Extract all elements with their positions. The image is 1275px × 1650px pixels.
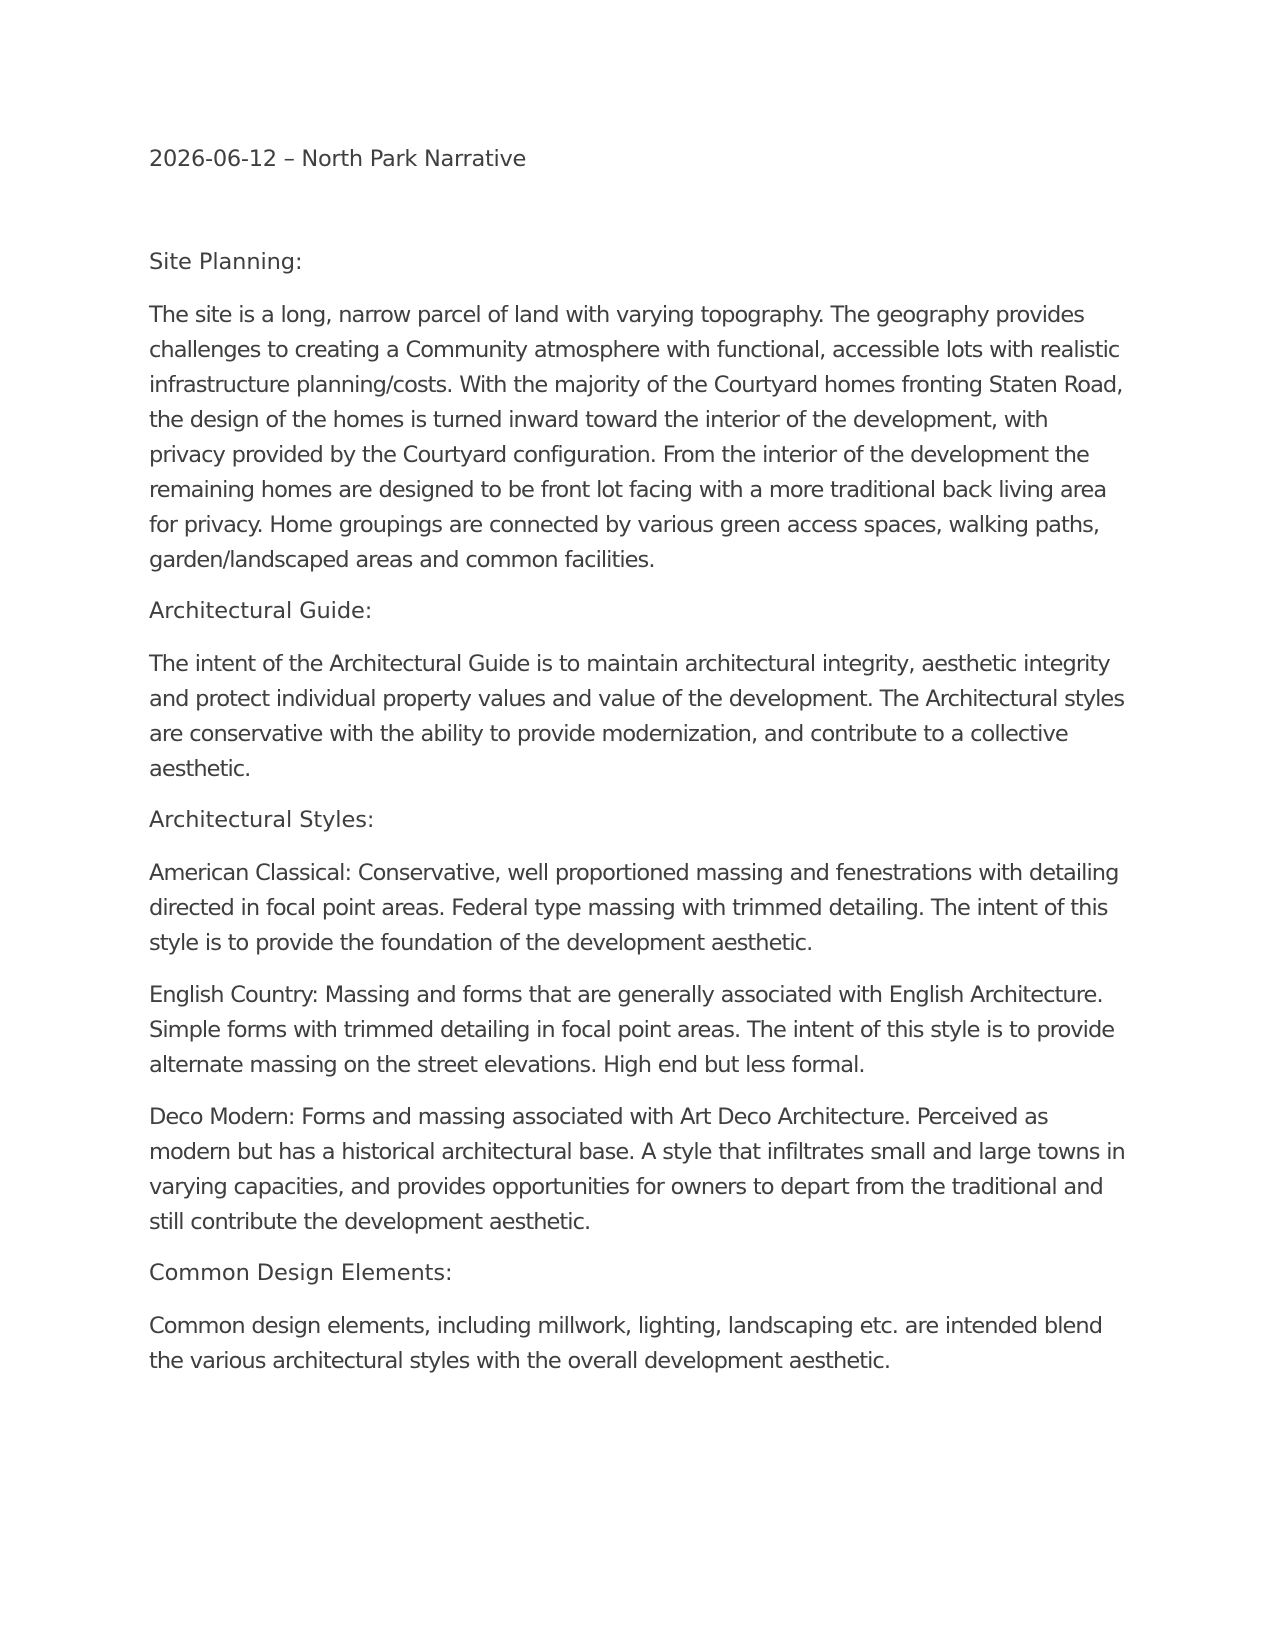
section-architectural-styles	[149, 804, 1129, 1240]
body-paragraph: Common design elements, including millwork, lighting, landscaping etc. are intended blend the various architectural styles with the overall development aesthetic.	[149, 1313, 1103, 1374]
body-paragraph: The site is a long, narrow parcel of land with varying topography. The geography provides challenges to creating a Community atmosphere with functional, accessible lots with realistic infrastructure planning/costs. With the majority of the Courtyard homes fronting Staten Road, the design of the homes is turned inward toward the interior of the development, with privacy provided by the Courtyard configuration. From the interior of the development the remaining homes are designed to be front lot facing with a more traditional back living area for privacy. Home groupings are connected by various green access spaces, walking paths, garden/landscaped areas and common facilities.	[149, 302, 1123, 573]
body-paragraph: The intent of the Architectural Guide is to maintain architectural integrity, aesthetic integrity and protect individual property values and value of the development. The Architectural styles are conservative with the ability to provide modernization, and contribute to a collective aesthetic.	[149, 651, 1125, 782]
section-heading: Site Planning:	[149, 249, 303, 275]
style-paragraph-american-classical: American Classical: Conservative, well proportioned massing and fenestrations with detailing directed in focal point areas. Federal type massing with trimmed detailing. The intent of this style is to provide the foundation of the development aesthetic.	[149, 860, 1119, 956]
document-title: 2026-06-12 – North Park Narrative	[149, 146, 527, 172]
style-paragraph-deco-modern: Deco Modern: Forms and massing associated with Art Deco Architecture. Perceived as modern but has a historical architectural base. A style that infiltrates small and large towns in varying capacities, and provides opportunities for owners to depart from the traditional and still contribute the development aesthetic.	[149, 1104, 1125, 1235]
document-page	[149, 143, 1129, 1396]
section-common-design-elements	[149, 1257, 1129, 1379]
section-heading: Architectural Guide:	[149, 598, 373, 624]
section-site-planning	[149, 246, 1129, 578]
style-paragraph-english-country: English Country: Massing and forms that are generally associated with English Architecture. Simple forms with trimmed detailing in focal point areas. The intent of this style is to provide alternate massing on the street elevations. High end but less formal.	[149, 982, 1115, 1078]
section-heading: Common Design Elements:	[149, 1260, 453, 1286]
section-architectural-guide	[149, 595, 1129, 787]
section-heading: Architectural Styles:	[149, 807, 375, 833]
